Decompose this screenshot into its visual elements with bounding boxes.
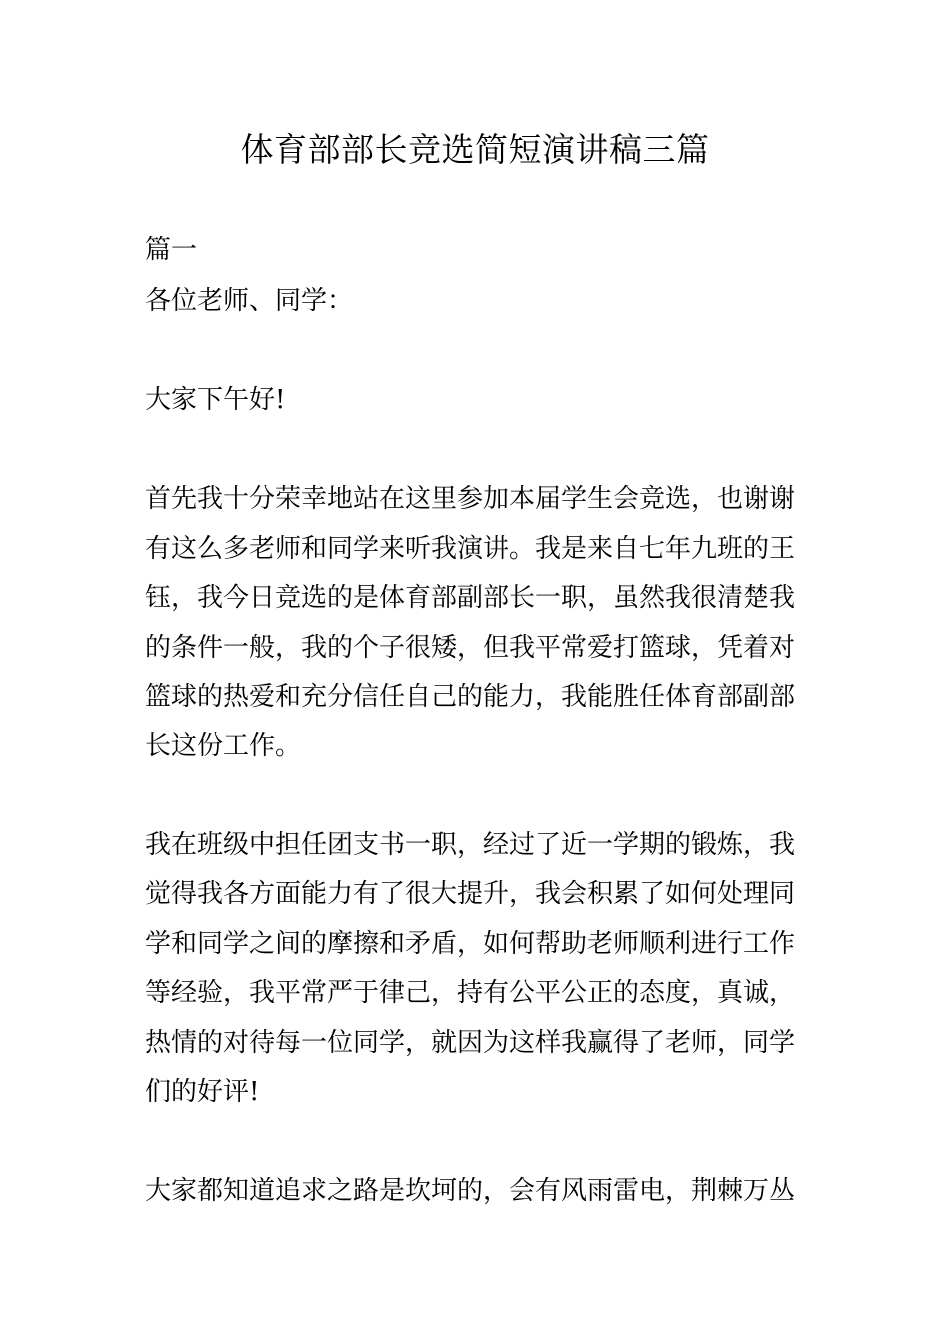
document-title: 体育部部长竞选简短演讲稿三篇 (240, 130, 710, 169)
paragraph-line: 们的好评! (145, 1077, 260, 1107)
paragraph-line: 学和同学之间的摩擦和矛盾，如何帮助老师顺利进行工作 (145, 929, 796, 959)
paragraph-line: 热情的对待每一位同学，就因为这样我赢得了老师，同学 (145, 1028, 796, 1058)
salutation: 各位老师、同学： (145, 286, 354, 316)
greeting: 大家下午好! (145, 385, 286, 415)
paragraph-line: 篮球的热爱和充分信任自己的能力，我能胜任体育部副部 (145, 682, 796, 712)
paragraph-line: 大家都知道追求之路是坎坷的，会有风雨雷电，荆棘万丛 (145, 1176, 796, 1206)
paragraph-line: 长这份工作。 (145, 731, 302, 761)
paragraph-line: 我在班级中担任团支书一职，经过了近一学期的锻炼，我 (145, 830, 796, 860)
paragraph-line: 钰，我今日竞选的是体育部副部长一职，虽然我很清楚我 (145, 583, 796, 613)
paragraph-line: 首先我十分荣幸地站在这里参加本届学生会竞选，也谢谢 (145, 484, 796, 514)
paragraph-line: 等经验，我平常严于律己，持有公平公正的态度，真诚， (145, 978, 796, 1008)
paragraph-line: 的条件一般，我的个子很矮，但我平常爱打篮球，凭着对 (145, 633, 796, 663)
paragraph-line: 有这么多老师和同学来听我演讲。我是来自七年九班的王 (145, 534, 796, 564)
paragraph-line: 觉得我各方面能力有了很大提升，我会积累了如何处理同 (145, 879, 796, 909)
section-label: 篇一 (145, 235, 198, 265)
